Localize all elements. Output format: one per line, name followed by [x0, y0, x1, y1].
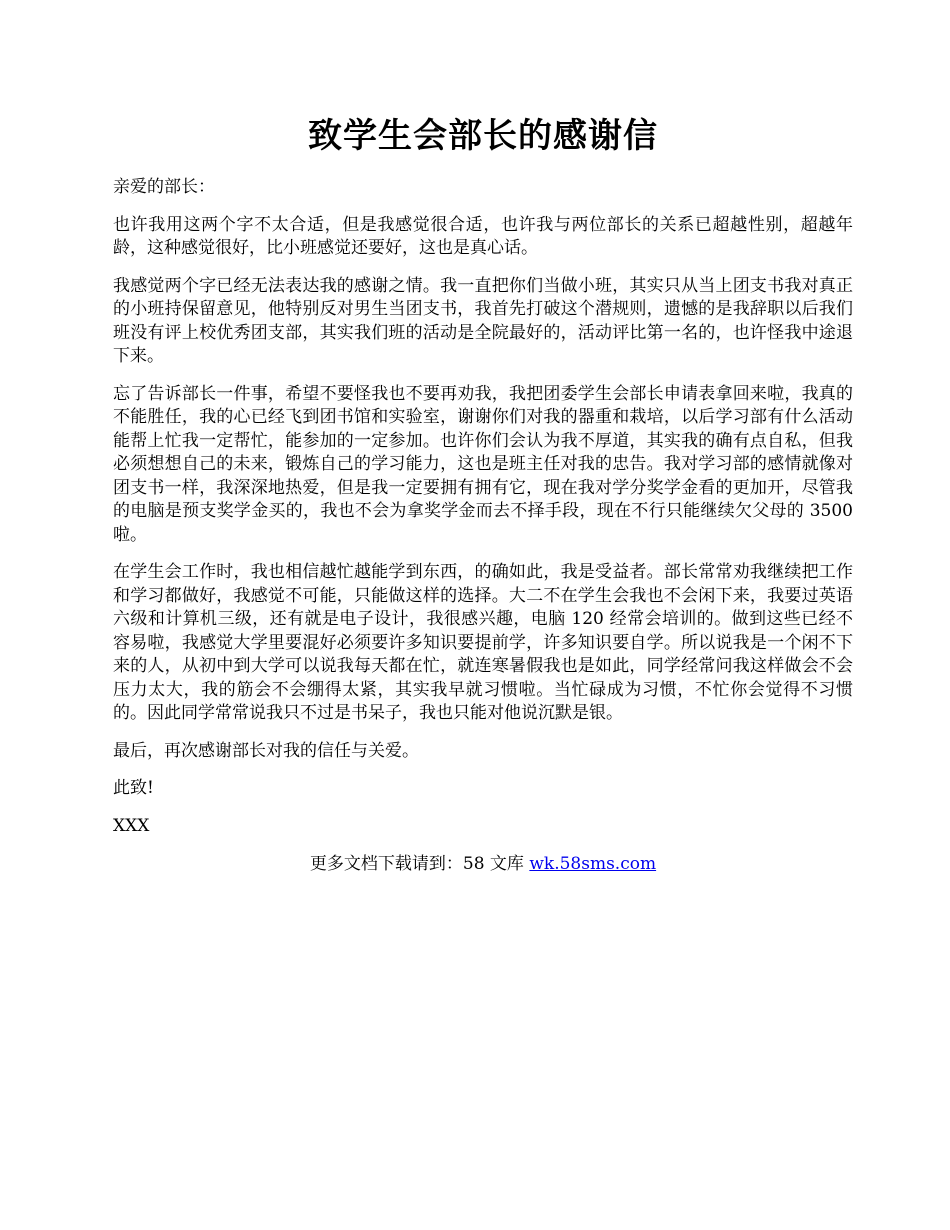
document-page	[113, 110, 853, 876]
signature: XXX	[113, 815, 150, 836]
paragraph-5: 最后，再次感谢部长对我的信任与关爱。	[113, 740, 419, 761]
paragraph-4: 在学生会工作时，我也相信越忙越能学到东西，的确如此，我是受益者。部长常常劝我继续把工作和学习都做好，我感觉不可能，只能做这样的选择。大二不在学生会我也不会闲下来，我要过英语六级和计算机三级，还有就是电子设计，我很感兴趣，电脑 120 经常会培训的。做到这些已经不容易啦，我感觉大学里要混好必须要许多知识要提前学，许多知识要自学。所以说我是一个闲不下来的人，从初中到大学可以说我每天都在忙，就连寒暑假我也是如此，同学经常问我这样做会不会压力太大，我的筋会不会绷得太紧，其实我早就习惯啦。当忙碌成为习惯，不忙你会觉得不习惯的。因此同学常常说我只不过是书呆子，我也只能对他说沉默是银。	[113, 562, 853, 723]
paragraph-3: 忘了告诉部长一件事，希望不要怪我也不要再劝我，我把团委学生会部长申请表拿回来啦，我真的不能胜任，我的心已经飞到团书馆和实验室，谢谢你们对我的器重和栽培，以后学习部有什么活动能帮上忙我一定帮忙，能参加的一定参加。也许你们会认为我不厚道，其实我的确有点自私，但我必须想想自己的未来，锻炼自己的学习能力，这也是班主任对我的忠告。我对学习部的感情就像对团支书一样，我深深地热爱，但是我一定要拥有拥有它，现在我对学分奖学金看的更加开，尽管我的电脑是预支奖学金买的，我也不会为拿奖学金而去不择手段，现在不行只能继续欠父母的 3500 啦。	[113, 383, 853, 545]
paragraph-2: 我感觉两个字已经无法表达我的感谢之情。我一直把你们当做小班，其实只从当上团支书我对真正的小班持保留意见，他特别反对男生当团支书，我首先打破这个潜规则，遗憾的是我辞职以后我们班没有评上校优秀团支部，其实我们班的活动是全院最好的，活动评比第一名的，也许怪我中途退下来。	[113, 275, 853, 366]
paragraph-1: 也许我用这两个字不太合适，但是我感觉很合适，也许我与两位部长的关系已超越性别，超越年龄，这种感觉很好，比小班感觉还要好，这也是真心话。	[113, 214, 853, 258]
salutation: 亲爱的部长：	[113, 177, 215, 197]
footer-link[interactable]: wk.58sms.com	[529, 854, 657, 874]
footer	[113, 852, 853, 876]
closing: 此致!	[113, 778, 154, 798]
document-title: 致学生会部长的感谢信	[308, 116, 658, 156]
footer-text: 更多文档下载请到：58 文库	[309, 854, 530, 874]
